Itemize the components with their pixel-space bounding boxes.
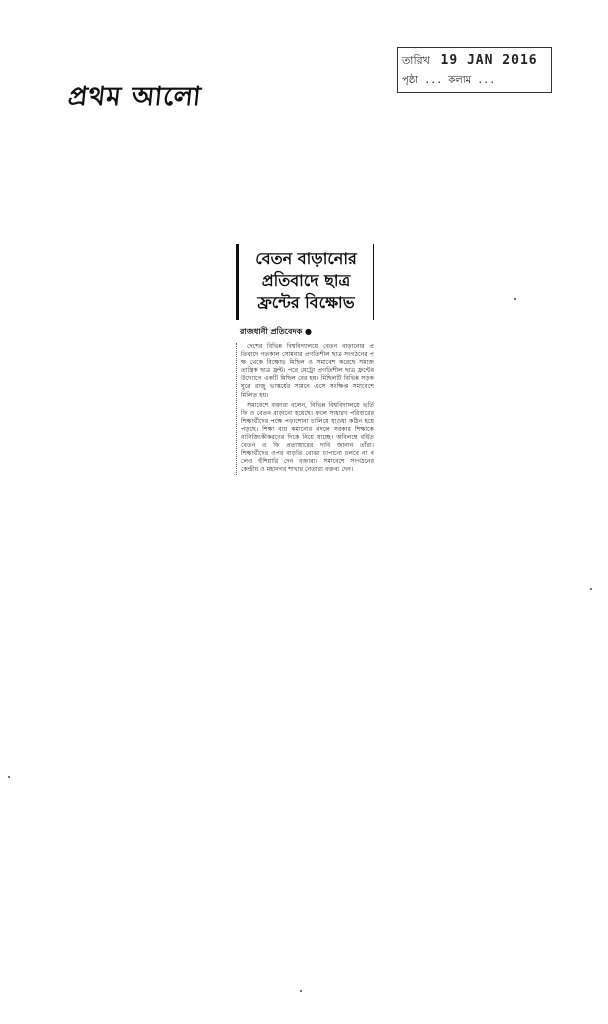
stamp-prefix: তারিখ <box>402 54 430 67</box>
article-body <box>236 343 374 475</box>
scan-speck <box>590 588 592 590</box>
scan-speck <box>8 776 10 778</box>
stamp-page-row: পৃষ্ঠা ... কলাম ... <box>402 75 496 86</box>
headline-line-1: বেতন বাড়ানোর <box>255 249 357 268</box>
stamp-date-row <box>402 52 538 71</box>
scan-speck <box>300 990 302 992</box>
article-byline: রাজধানী প্রতিবেদক ● <box>240 327 313 336</box>
newspaper-masthead: প্রথম আলো <box>66 82 204 112</box>
date-stamp <box>397 47 552 93</box>
article-headline <box>236 244 374 320</box>
stamp-date: 19 JAN 2016 <box>440 53 538 68</box>
headline-line-3: ফ্রন্টের বিক্ষোভ <box>257 293 355 312</box>
scan-speck <box>514 298 516 300</box>
article-paragraph-1: দেশের বিভিন্ন বিশ্ববিদ্যালয়ে বেতন বাড়ানোর প্রতিবাদে গতকাল সোমবার প্রগতিশীল ছাত্র সংগঠনের পক্ষ থেকে বিক্ষোভ মিছিল ও সমাবেশ করেছে সমাজতান্ত্রিক ছাত্র ফ্রন্ট। পরে মেট্রো প্রগতিশীল ছাত্র ফ্রন্টের উদ্যোগে একটি মিছিল বের হয়। মিছিলটি বিভিন্ন সড়ক ঘুরে রাজু ভাস্কর্যের সামনে এসে সংক্ষিপ্ত সমাবেশে মিলিত হয়। <box>241 343 374 399</box>
news-clipping <box>236 244 374 477</box>
article-paragraph-2: সমাবেশে বক্তারা বলেন, বিভিন্ন বিশ্ববিদ্যালয়ে ভর্তি ফি ও বেতন বাড়ানো হয়েছে। ফলে সাধারণ পরিবারের শিক্ষার্থীদের পক্ষে পড়াশোনা চালিয়ে যাওয়া কঠিন হয়ে পড়ছে। শিক্ষা ব্যয় কমানোর বদলে সরকার শিক্ষাকে বাণিজ্যিকীকরণের দিকে নিয়ে যাচ্ছে। অবিলম্বে বর্ধিত বেতন ও ফি প্রত্যাহারের দাবি জানান তাঁরা। শিক্ষার্থীদের ওপর বাড়তি বোঝা চাপানো চলবে না বলেও হুঁশিয়ারি দেন বক্তারা। সমাবেশে সংগঠনের কেন্দ্রীয় ও মহানগর শাখার নেতারা বক্তব্য দেন। <box>241 401 374 474</box>
headline-line-2: প্রতিবাদে ছাত্র <box>261 271 351 290</box>
